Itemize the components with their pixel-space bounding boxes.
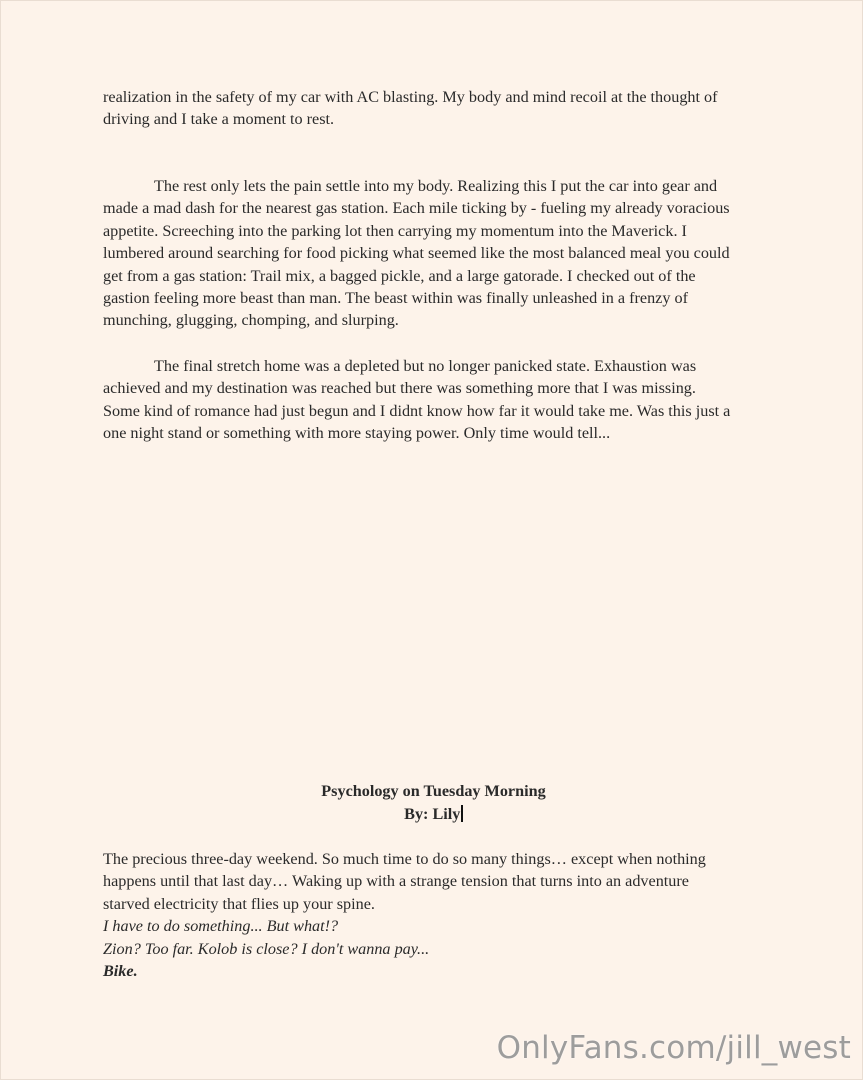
text-line: Zion? Too far. Kolob is close? I don't wanna pay... [103, 939, 430, 958]
text-line: gastion feeling more beast than man. The beast within was finally unleashed in a frenzy of [103, 289, 688, 308]
text-line: appetite. Screeching into the parking lot then carrying my momentum into the Maverick. I [103, 221, 687, 240]
text-line: made a mad dash for the nearest gas station. Each mile ticking by - fueling my already voracious [103, 199, 730, 218]
text-line: lumbered around searching for food picking what seemed like the most balanced meal you could [103, 244, 730, 263]
story-byline[interactable] [0, 803, 863, 826]
text-line: starved electricity that flies up your spine. [103, 894, 375, 913]
text-line: happens until that last day… Waking up with a strange tension that turns into an adventure [103, 872, 689, 891]
paragraph-3 [103, 355, 783, 445]
text-line: I have to do something... But what!? [103, 917, 339, 936]
text-line: driving and I take a moment to rest. [103, 110, 335, 129]
watermark: OnlyFans.com/jill_west [496, 1030, 851, 1066]
text-line: realization in the safety of my car with AC blasting. My body and mind recoil at the thought of [103, 88, 718, 106]
text-line: Some kind of romance had just begun and I didnt know how far it would take me. Was this just a [103, 401, 731, 420]
text-line: get from a gas station: Trail mix, a bagged pickle, and a large gatorade. I checked out of the [103, 266, 696, 285]
text-line: The rest only lets the pain settle into my body. Realizing this I put the car into gear and [154, 177, 718, 195]
paragraph-2 [103, 175, 783, 332]
paragraph-1 [103, 86, 783, 131]
text-line: Bike. [103, 962, 138, 981]
story2-body [103, 848, 783, 982]
byline-text: By: Lily [404, 805, 461, 823]
text-line: one night stand or something with more staying power. Only time would tell... [103, 424, 611, 443]
text-line: munching, glugging, chomping, and slurping. [103, 311, 399, 330]
text-cursor [461, 805, 463, 822]
text-line: The final stretch home was a depleted but no longer panicked state. Exhaustion was [154, 357, 697, 375]
story-title: Psychology on Tuesday Morning [321, 782, 546, 800]
text-line: The precious three-day weekend. So much time to do so many things… except when nothing [103, 850, 706, 868]
text-line: achieved and my destination was reached but there was something more that I was missing. [103, 379, 696, 398]
